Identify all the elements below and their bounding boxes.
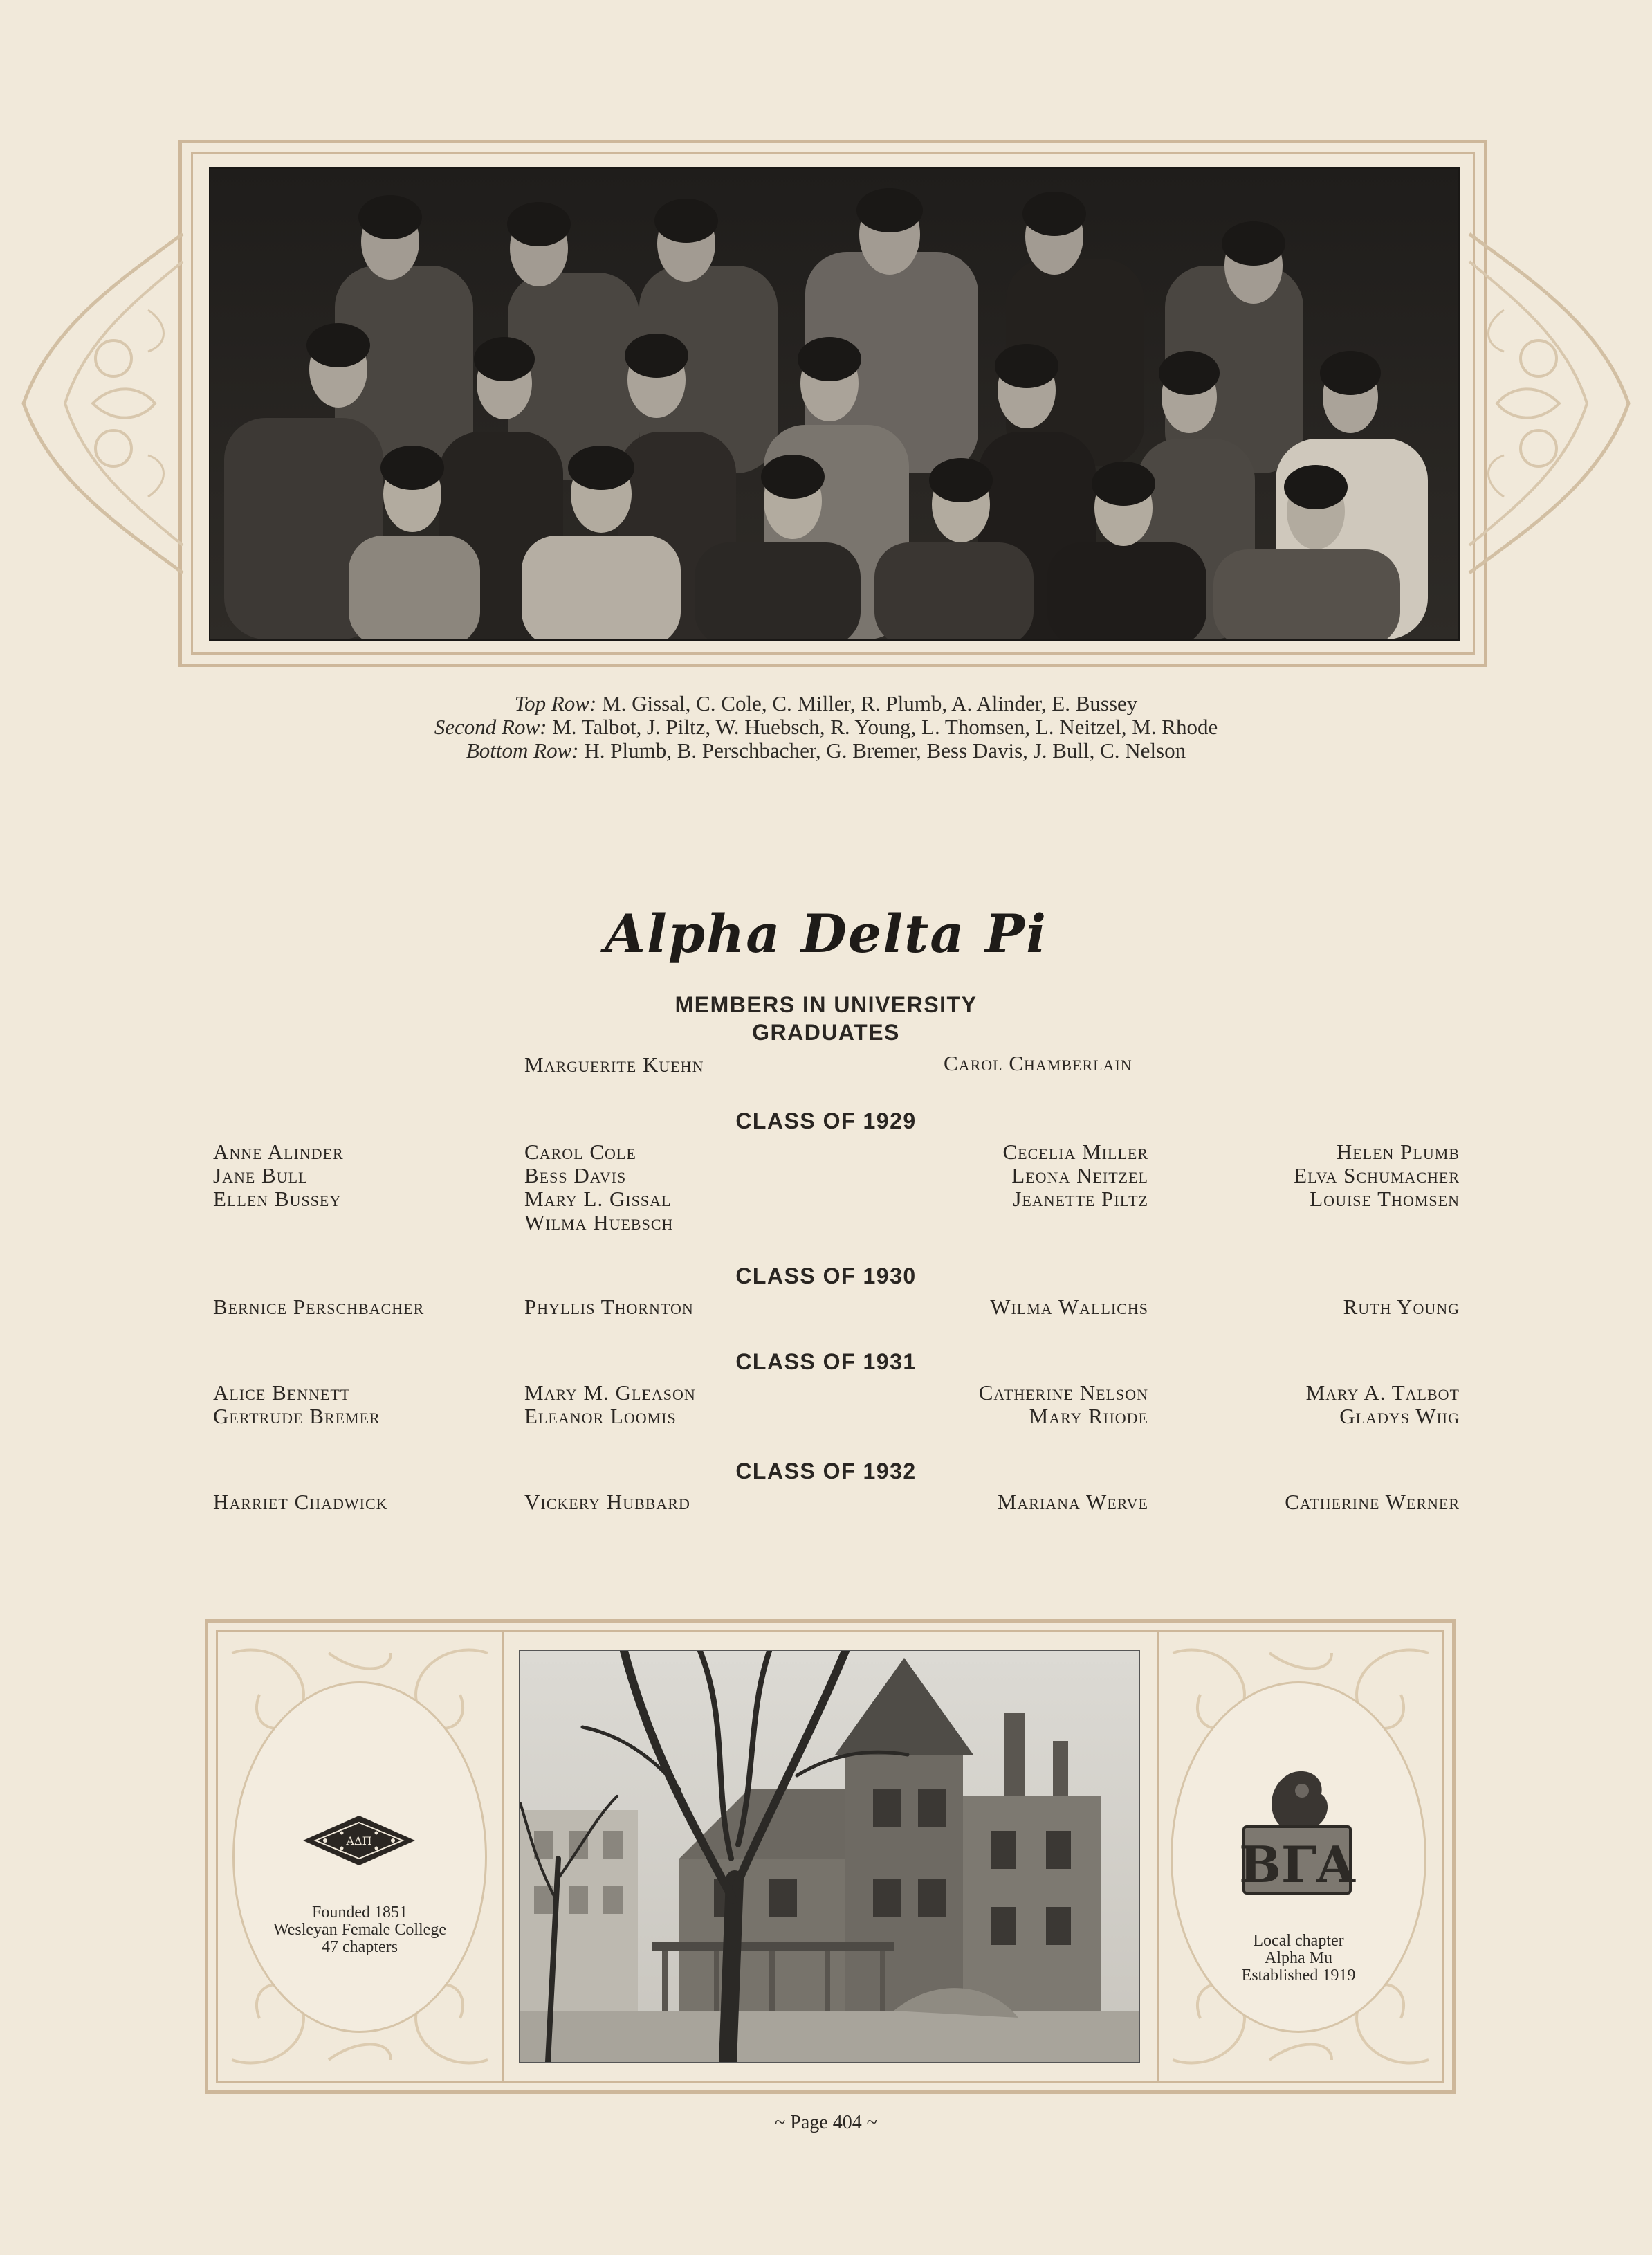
member-name: Mary M. Gleason [524, 1380, 696, 1405]
member-name: Leona Neitzel [1011, 1163, 1148, 1187]
founded-college: Wesleyan Female College [273, 1921, 446, 1939]
caption-row-label: Second Row: [434, 715, 547, 739]
founded-line: Founded 1851 [312, 1903, 407, 1921]
caption-row-names: M. Talbot, J. Piltz, W. Huebsch, R. Young, L. Thomsen, L. Neitzel, M. Rhode [552, 715, 1218, 739]
left-ornament [10, 220, 190, 587]
panel-divider [502, 1630, 504, 2083]
member-name: Helen Plumb [1336, 1140, 1460, 1164]
local-chapter-line: Local chapter [1253, 1932, 1344, 1950]
member-name: Mariana Werve [997, 1490, 1148, 1514]
member-name: Harriet Chadwick [213, 1490, 388, 1514]
member-name: Phyllis Thornton [524, 1295, 694, 1319]
chapter-name: Alpha Mu [1265, 1949, 1332, 1967]
member-name: Eleanor Loomis [524, 1404, 677, 1428]
caption-row-label: Bottom Row: [466, 738, 579, 763]
members-heading: MEMBERS IN UNIVERSITY [674, 992, 978, 1017]
member-name: Bernice Perschbacher [213, 1295, 425, 1319]
member-name: Jane Bull [213, 1163, 309, 1187]
right-ornament [1462, 220, 1642, 587]
diamond-badge-icon [302, 1814, 416, 1867]
group-photo-image [210, 169, 1458, 639]
member-name: Alice Bennett [213, 1380, 351, 1405]
member-name: Wilma Wallichs [990, 1295, 1148, 1319]
page-title: Alpha Delta Pi [605, 903, 1047, 965]
caption-row-label: Top Row: [514, 691, 597, 715]
caption-top-row [0, 692, 1652, 715]
caption-bottom-row [0, 739, 1652, 763]
member-name: Mary L. Gissal [524, 1187, 672, 1211]
graduate-name: Carol Chamberlain [944, 1051, 1132, 1075]
member-name: Vickery Hubbard [524, 1490, 690, 1514]
member-name: Elva Schumacher [1294, 1163, 1460, 1187]
member-name: Louise Thomsen [1310, 1187, 1460, 1211]
caption-second-row [0, 715, 1652, 739]
member-name: Cecelia Miller [1002, 1140, 1148, 1164]
member-name: Catherine Nelson [978, 1380, 1148, 1405]
member-name: Gladys Wiig [1339, 1404, 1460, 1428]
class-1931-heading: CLASS OF 1931 [735, 1349, 917, 1374]
member-name: Catherine Werner [1285, 1490, 1460, 1514]
chapter-crest-icon [1238, 1763, 1356, 1901]
member-name: Ruth Young [1343, 1295, 1460, 1319]
graduate-name: Marguerite Kuehn [524, 1052, 704, 1077]
chapter-house-photo [519, 1650, 1140, 2063]
member-name: Carol Cole [524, 1140, 636, 1164]
member-name: Mary Rhode [1029, 1404, 1148, 1428]
chapter-established: Established 1919 [1241, 1966, 1356, 1984]
class-1932-heading: CLASS OF 1932 [735, 1459, 917, 1483]
crest-letters: ΒΓΑ [1239, 1835, 1355, 1894]
class-1930-heading: CLASS OF 1930 [735, 1263, 917, 1288]
member-name: Bess Davis [524, 1163, 627, 1187]
badge-letters: ΑΔΠ [346, 1834, 372, 1847]
member-name: Mary A. Talbot [1305, 1380, 1460, 1405]
caption-row-names: M. Gissal, C. Cole, C. Miller, R. Plumb, A. Alinder, E. Bussey [602, 691, 1138, 715]
group-photo [209, 167, 1460, 641]
chapter-house-image [520, 1651, 1139, 2062]
member-name: Ellen Bussey [213, 1187, 342, 1211]
graduates-heading: GRADUATES [752, 1020, 900, 1045]
member-name: Gertrude Bremer [213, 1404, 380, 1428]
chapter-count: 47 chapters [322, 1938, 398, 1956]
member-name: Jeanette Piltz [1013, 1187, 1148, 1211]
member-name: Anne Alinder [213, 1140, 344, 1164]
member-name: Wilma Huebsch [524, 1210, 674, 1234]
page-number: ~ Page 404 ~ [775, 2112, 877, 2133]
class-1929-heading: CLASS OF 1929 [735, 1108, 917, 1133]
caption-row-names: H. Plumb, B. Perschbacher, G. Bremer, Bess Davis, J. Bull, C. Nelson [584, 738, 1186, 763]
